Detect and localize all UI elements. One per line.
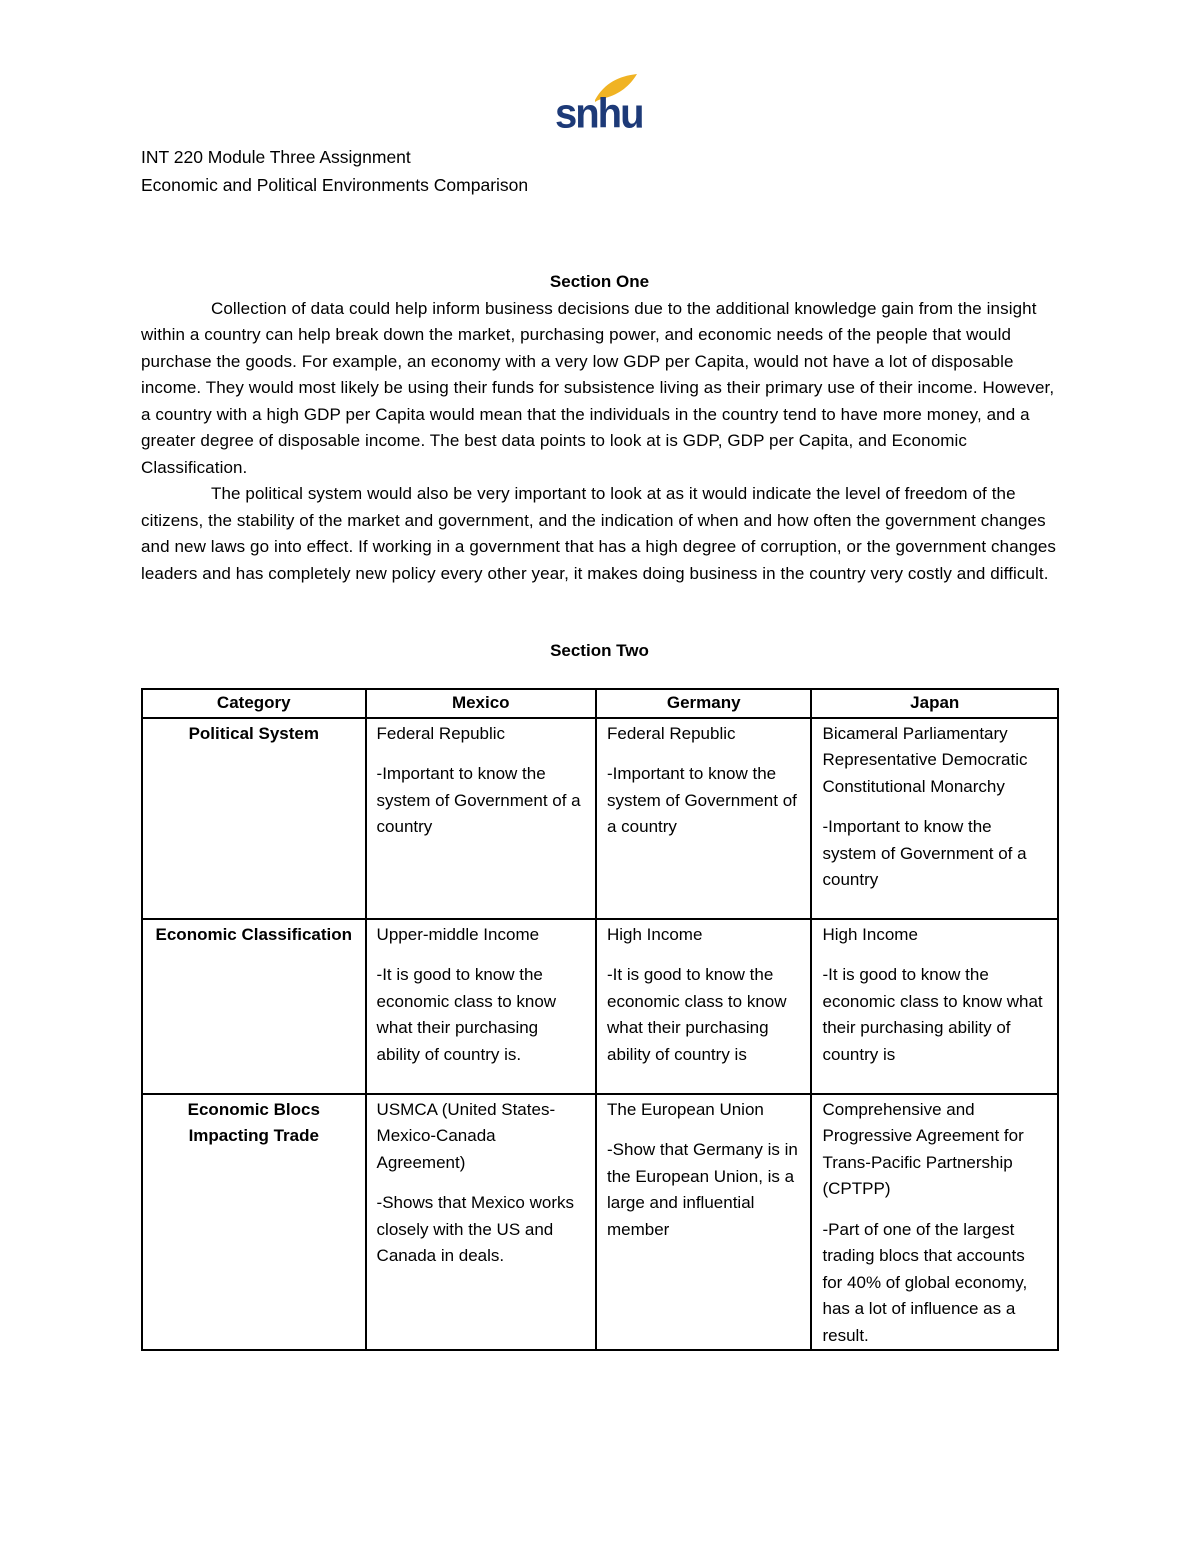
table-cell (596, 1094, 812, 1351)
cell-value: USMCA (United States-Mexico-Canada Agreement) (376, 1099, 556, 1172)
cell-note: -Show that Germany is in the European Union, is a large and influential member (606, 1140, 798, 1239)
comparison-table (141, 688, 1059, 1351)
cell-note: -Important to know the system of Government of a country (376, 764, 581, 836)
cell-note: -Part of one of the largest trading blocs that accounts for 40% of global economy, has a lot of influence as a result. (822, 1219, 1028, 1345)
document-header (141, 143, 528, 199)
cell-value: High Income (606, 924, 703, 944)
category-cell: Economic Classification (142, 919, 366, 1094)
cell-note: -Important to know the system of Government of a country (822, 817, 1027, 889)
column-header: Japan (811, 689, 1058, 718)
cell-value: High Income (822, 924, 918, 944)
logo-text: snhu (555, 90, 643, 138)
cell-value: The European Union (606, 1099, 764, 1119)
category-cell: Economic Blocs Impacting Trade (142, 1094, 366, 1351)
table-cell (811, 1094, 1058, 1351)
table-cell (811, 718, 1058, 919)
section-one-title: Section One (549, 272, 650, 291)
table-cell (596, 919, 812, 1094)
column-header: Mexico (366, 689, 596, 718)
table-row (142, 718, 1058, 919)
table-row (142, 1094, 1058, 1351)
cell-note: -Important to know the system of Government of a country (606, 764, 797, 836)
cell-value: Comprehensive and Progressive Agreement for Trans-Pacific Partnership (CPTPP) (822, 1099, 1024, 1198)
table-cell (811, 919, 1058, 1094)
column-header: Germany (596, 689, 812, 718)
section-two (141, 638, 1058, 665)
table-header-row (142, 689, 1058, 718)
paragraph: Collection of data could help inform business decisions due to the additional knowledge gain from the insight within a country can help break down the market, purchasing power, and economic needs of the people that would purchase the goods. For example, an economy with a very low GDP per Capita, would not have a lot of disposable income. They would most likely be using their funds for subsistence living as their primary use of their income. However, a country with a high GDP per Capita would mean that the individuals in the country tend to have more money, and a greater degree of disposable income. The best data points to look at is GDP, GDP per Capita, and Economic Classification. (141, 298, 1055, 477)
cell-value: Bicameral Parliamentary Representative Democratic Constitutional Monarchy (822, 723, 1028, 796)
table-cell (366, 718, 596, 919)
category-cell: Political System (142, 718, 366, 919)
table-cell (366, 1094, 596, 1351)
paragraph: The political system would also be very important to look at as it would indicate the level of freedom of the citizens, the stability of the market and government, and the indication of when and how often the government changes and new laws go into effect. If working in a government that has a high degree of corruption, or the government changes leaders and has completely new policy every other year, it makes doing business in the country very costly and difficult. (141, 484, 1057, 583)
column-header: Category (142, 689, 366, 718)
cell-note: -Shows that Mexico works closely with the US and Canada in deals. (376, 1193, 574, 1265)
cell-note: -It is good to know the economic class to know what their purchasing ability of country is. (376, 965, 557, 1064)
section-one (141, 269, 1058, 587)
cell-value: Upper-middle Income (376, 924, 540, 944)
section-two-title: Section Two (550, 641, 649, 660)
cell-value: Federal Republic (376, 723, 506, 743)
cell-note: -It is good to know the economic class to know what their purchasing ability of country is (822, 965, 1043, 1064)
table-cell (596, 718, 812, 919)
table-row (142, 919, 1058, 1094)
assignment-title: Economic and Political Environments Comparison (141, 175, 529, 195)
snhu-logo (555, 72, 643, 138)
cell-note: -It is good to know the economic class to know what their purchasing ability of country is (606, 965, 787, 1064)
table-cell (366, 919, 596, 1094)
cell-value: Federal Republic (606, 723, 736, 743)
course-title: INT 220 Module Three Assignment (141, 147, 411, 167)
